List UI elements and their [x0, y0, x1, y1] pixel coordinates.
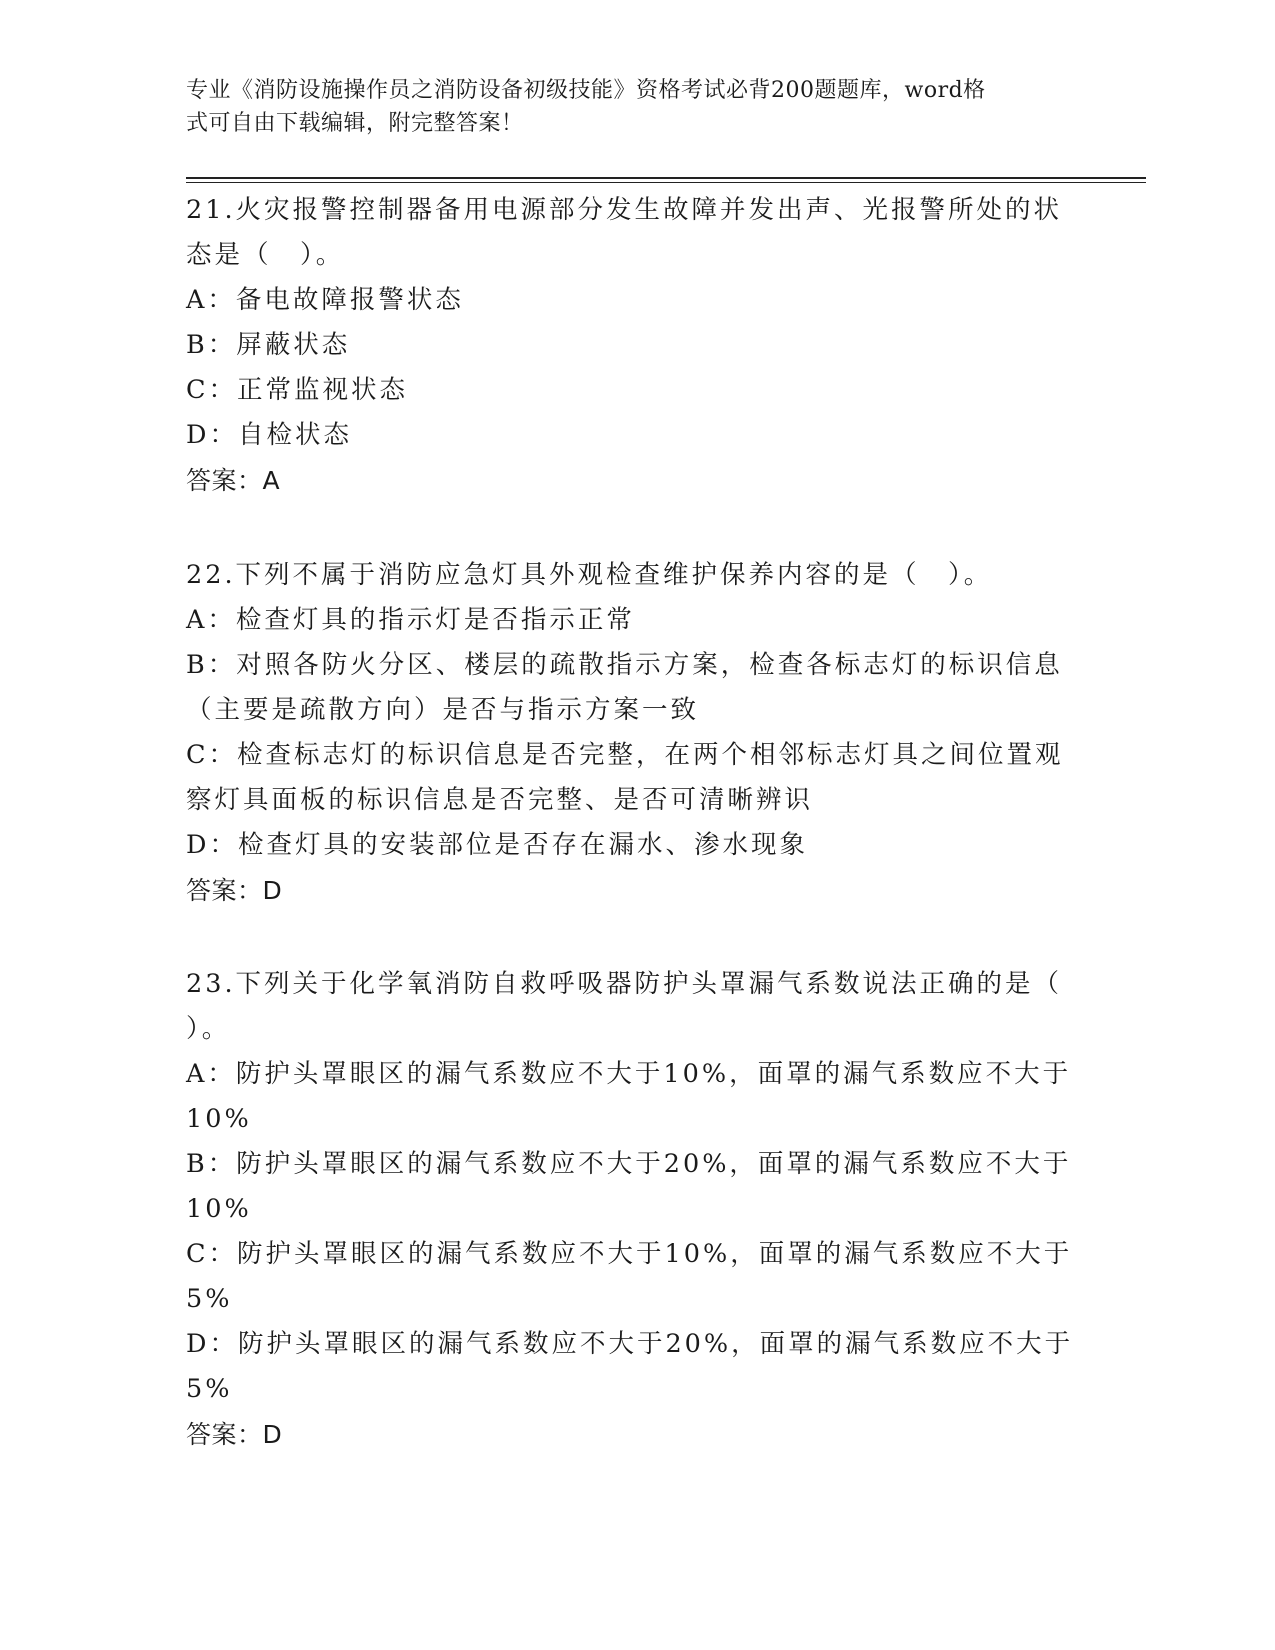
option-a: A：检查灯具的指示灯是否指示正常 [186, 605, 635, 635]
option-a: A：备电故障报警状态 [186, 285, 464, 315]
option-d: D：防护头罩眼区的漏气系数应不大于20%，面罩的漏气系数应不大于 [186, 1329, 1074, 1359]
question-22 [186, 553, 1076, 913]
option-c: C：正常监视状态 [186, 375, 409, 405]
question-stem-line: 23.下列关于化学氧消防自救呼吸器防护头罩漏气系数说法正确的是（ [186, 969, 1063, 999]
option-b: B：对照各防火分区、楼层的疏散指示方案，检查各标志灯的标识信息 [186, 650, 1063, 680]
option-b-continued: （主要是疏散方向）是否与指示方案一致 [186, 695, 700, 725]
header-line-1: 专业《消防设施操作员之消防设备初级技能》资格考试必背200题题库，word格 [186, 78, 986, 103]
question-23 [186, 962, 1076, 1457]
option-b-continued: 10% [186, 1194, 252, 1224]
option-c-continued: 5% [186, 1284, 233, 1314]
option-a: A：防护头罩眼区的漏气系数应不大于10%，面罩的漏气系数应不大于 [186, 1059, 1072, 1089]
option-b: B：防护头罩眼区的漏气系数应不大于20%，面罩的漏气系数应不大于 [186, 1149, 1072, 1179]
option-d-continued: 5% [186, 1374, 233, 1404]
answer-line: 答案：D [186, 876, 283, 905]
question-21 [186, 188, 1076, 503]
question-stem-line: 22.下列不属于消防应急灯具外观检查维护保养内容的是（ ）。 [186, 560, 993, 590]
option-b: B：屏蔽状态 [186, 330, 351, 360]
option-d: D：自检状态 [186, 420, 352, 450]
document-header [186, 74, 1066, 140]
answer-line: 答案：A [186, 466, 281, 495]
option-d: D：检查灯具的安装部位是否存在漏水、渗水现象 [186, 830, 808, 860]
option-c: C：检查标志灯的标识信息是否完整，在两个相邻标志灯具之间位置观 [186, 740, 1064, 770]
header-line-2: 式可自由下载编辑，附完整答案！ [186, 111, 524, 136]
question-stem-line: ）。 [186, 1014, 231, 1044]
option-c-continued: 察灯具面板的标识信息是否完整、是否可清晰辨识 [186, 785, 814, 815]
question-stem-line: 态是（ ）。 [186, 240, 345, 270]
question-stem-line: 21.火灾报警控制器备用电源部分发生故障并发出声、光报警所处的状 [186, 195, 1063, 225]
option-a-continued: 10% [186, 1104, 252, 1134]
answer-line: 答案：D [186, 1420, 283, 1449]
option-c: C：防护头罩眼区的漏气系数应不大于10%，面罩的漏气系数应不大于 [186, 1239, 1073, 1269]
header-divider-thick [186, 177, 1146, 179]
header-divider-thin [186, 182, 1146, 183]
